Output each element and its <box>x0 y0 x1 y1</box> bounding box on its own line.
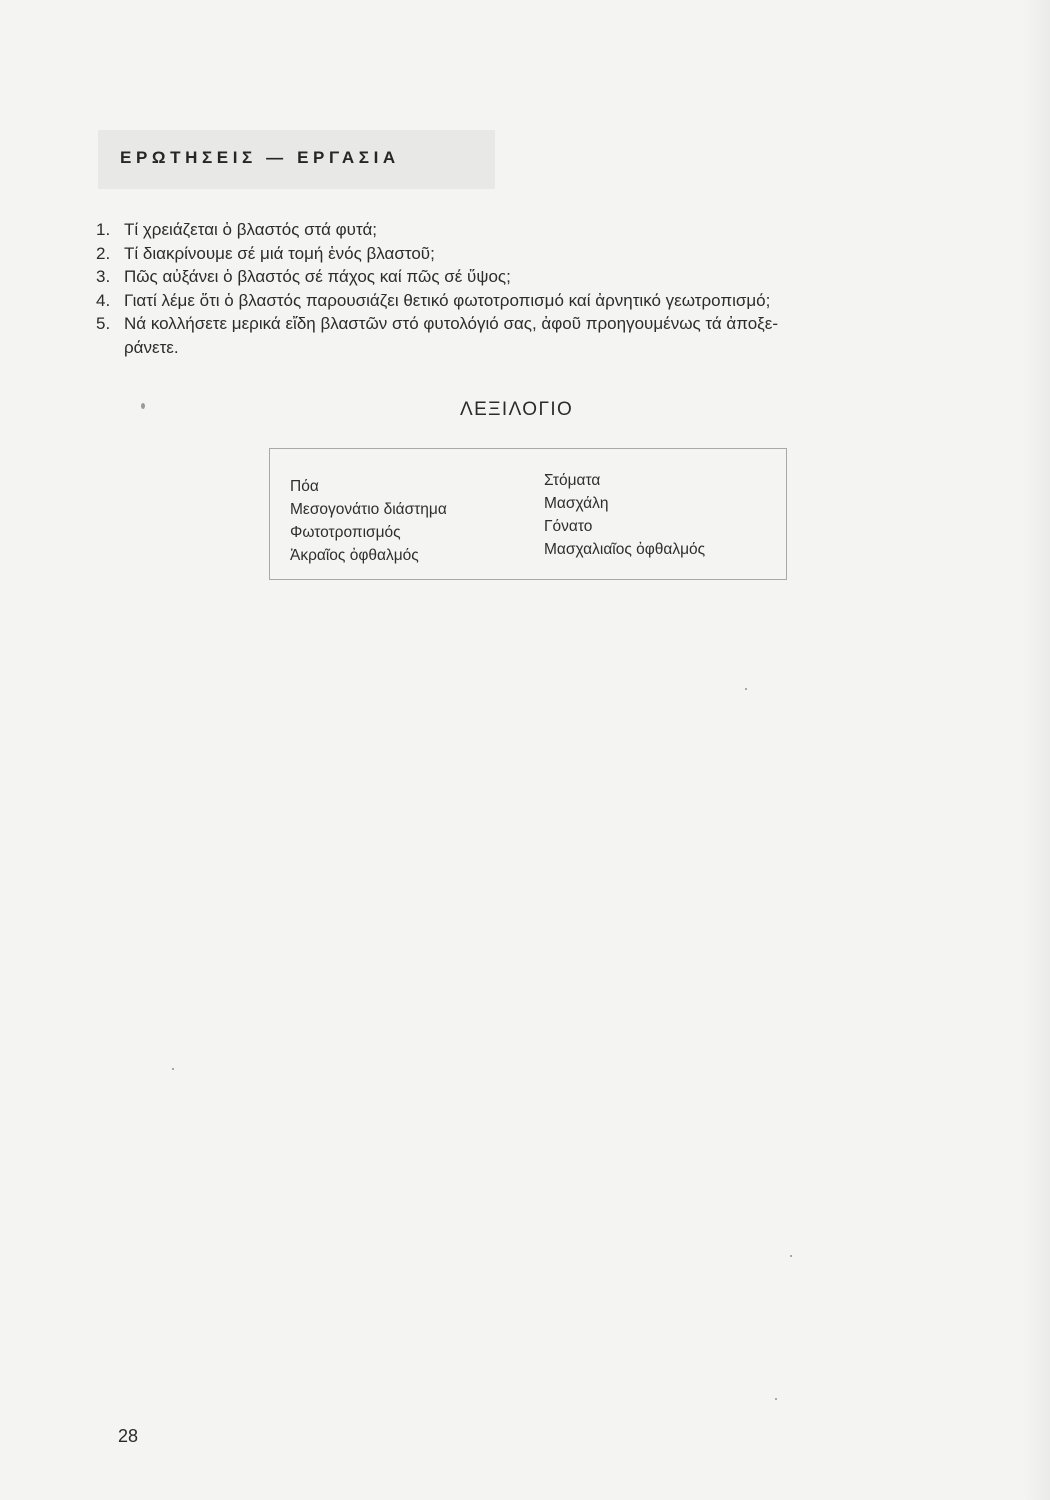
question-number: 2. <box>96 243 111 263</box>
scan-speck <box>172 1068 174 1070</box>
questions-list <box>96 218 996 359</box>
glossary-term: Φωτοτροπισμός <box>290 524 401 541</box>
scan-speck <box>745 688 747 690</box>
section-heading-box <box>98 130 495 189</box>
question-item <box>96 289 996 313</box>
glossary-right-column <box>544 469 705 561</box>
question-item <box>96 242 996 266</box>
question-text-continuation: ράνετε. <box>124 337 179 357</box>
page-number: 28 <box>118 1426 139 1446</box>
question-number: 5. <box>96 314 111 333</box>
glossary-title: ΛΕΞΙΛΟΓΙΟ <box>460 399 574 420</box>
scan-edge-shadow <box>1024 0 1050 1500</box>
glossary-term: Μασχάλη <box>544 495 609 512</box>
question-text: Νά κολλήσετε μερικά εἴδη βλαστῶν στό φυτολόγιό σας, ἀφοῦ προηγουμένως τά ἀποξε- <box>124 314 779 333</box>
question-text: Γιατί λέμε ὅτι ὁ βλαστός παρουσιάζει θετικό φωτοτροπισμό καί ἀρνητικό γεωτροπισμό; <box>124 290 771 310</box>
question-item <box>96 265 996 289</box>
glossary-term: Πόα <box>290 478 319 495</box>
question-number: 4. <box>96 290 111 310</box>
glossary-term: Γόνατο <box>544 518 593 535</box>
glossary-term: Μασχαλιαῖος ὀφθαλμός <box>544 541 706 558</box>
question-text: Τί χρειάζεται ὁ βλαστός στά φυτά; <box>124 220 378 239</box>
glossary-term: Ἀκραῖος ὀφθαλμός <box>290 547 419 564</box>
question-number: 1. <box>96 220 111 239</box>
section-heading: ΕΡΩΤΗΣΕΙΣ — ΕΡΓΑΣΙΑ <box>120 148 400 167</box>
question-item <box>96 218 996 242</box>
scan-speck <box>790 1255 792 1257</box>
glossary-box <box>269 448 787 580</box>
scan-speck <box>141 403 145 409</box>
glossary-term: Μεσογονάτιο διάστημα <box>290 501 447 518</box>
scan-speck <box>775 1398 777 1400</box>
question-text: Πῶς αὐξάνει ὁ βλαστός σέ πάχος καί πῶς σέ ὕψος; <box>124 267 511 286</box>
glossary-term: Στόματα <box>544 472 601 489</box>
question-text: Τί διακρίνουμε σέ μιά τομή ἑνός βλαστοῦ; <box>124 243 435 263</box>
question-number: 3. <box>96 267 111 286</box>
question-item <box>96 312 996 359</box>
glossary-left-column <box>290 475 447 567</box>
